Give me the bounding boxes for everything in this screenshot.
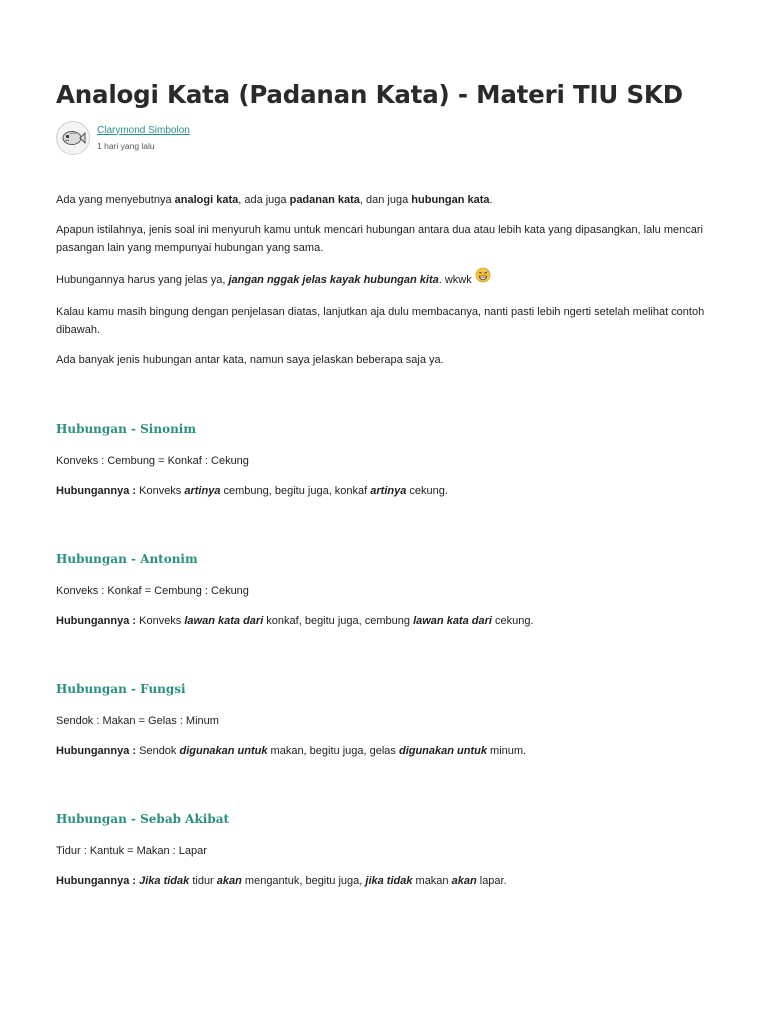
article-body bbox=[56, 191, 706, 890]
bold-term: hubungan kata bbox=[411, 194, 490, 206]
bold-italic-phrase: artinya bbox=[370, 485, 407, 497]
intro-paragraph-4: Kalau kamu masih bingung dengan penjelasan diatas, lanjutkan aja dulu membacanya, nanti pasti lebih ngerti setelah melihat contoh dibawah. bbox=[56, 306, 705, 336]
author-name-link[interactable]: Clarymond Simbolon bbox=[97, 124, 190, 136]
relation-explanation: Hubungannya : Jika tidak tidur akan mengantuk, begitu juga, jika tidak makan akan lapar. bbox=[56, 875, 507, 887]
intro-paragraph-3: Hubungannya harus yang jelas ya, jangan nggak jelas kayak hubungan kita. wkwk bbox=[56, 269, 706, 291]
relation-explanation: Hubungannya : Konveks lawan kata dari konkaf, begitu juga, cembung lawan kata dari cekung. bbox=[56, 615, 534, 627]
relation-explanation: Hubungannya : Sendok digunakan untuk makan, begitu juga, gelas digunakan untuk minum. bbox=[56, 745, 527, 757]
relation-label: Hubungannya : bbox=[56, 485, 137, 497]
post-time: 1 hari yang lalu bbox=[97, 140, 155, 151]
bold-italic-phrase: jika tidak bbox=[365, 875, 413, 887]
section-sebab-akibat bbox=[56, 810, 706, 890]
bold-term: analogi kata bbox=[174, 194, 239, 206]
relation-label: Hubungannya : bbox=[56, 875, 137, 887]
bold-italic-phrase: jangan nggak jelas kayak hubungan kita bbox=[228, 273, 439, 286]
section-sinonim bbox=[56, 420, 706, 500]
grinning-sweat-emoji-icon bbox=[475, 267, 491, 289]
section-heading: Hubungan - Sebab Akibat bbox=[56, 812, 230, 826]
section-antonim bbox=[56, 550, 706, 630]
example-analogy: Konveks : Cembung = Konkaf : Cekung bbox=[56, 455, 249, 467]
bold-term: padanan kata bbox=[289, 194, 360, 206]
relation-label: Hubungannya : bbox=[56, 615, 137, 627]
bold-italic-phrase: lawan kata dari bbox=[184, 615, 264, 627]
bold-italic-phrase: Jika tidak bbox=[139, 875, 190, 887]
article bbox=[56, 78, 706, 902]
section-fungsi bbox=[56, 680, 706, 760]
section-heading: Hubungan - Fungsi bbox=[56, 682, 186, 696]
intro-paragraph-2: Apapun istilahnya, jenis soal ini menyuruh kamu untuk mencari hubungan antara dua atau lebih kata yang dipasangkan, lalu mencari pasangan lain yang mempunyai hubungan yang sama. bbox=[56, 224, 703, 254]
relation-explanation: Hubungannya : Konveks artinya cembung, begitu juga, konkaf artinya cekung. bbox=[56, 485, 448, 497]
page-title: Analogi Kata (Padanan Kata) - Materi TIU SKD bbox=[56, 80, 683, 109]
fish-avatar-icon[interactable] bbox=[56, 121, 90, 155]
bold-italic-phrase: digunakan untuk bbox=[398, 745, 487, 757]
section-heading: Hubungan - Antonim bbox=[56, 552, 198, 566]
section-heading: Hubungan - Sinonim bbox=[56, 422, 197, 436]
author-meta bbox=[97, 124, 190, 153]
intro-paragraph-1: Ada yang menyebutnya analogi kata, ada juga padanan kata, dan juga hubungan kata. bbox=[56, 194, 493, 206]
intro-paragraph-5: Ada banyak jenis hubungan antar kata, namun saya jelaskan beberapa saja ya. bbox=[56, 354, 444, 366]
bold-italic-phrase: akan bbox=[216, 875, 242, 887]
example-analogy: Konveks : Konkaf = Cembung : Cekung bbox=[56, 585, 249, 597]
bold-italic-phrase: artinya bbox=[184, 485, 221, 497]
relation-label: Hubungannya : bbox=[56, 745, 137, 757]
bold-italic-phrase: digunakan untuk bbox=[179, 745, 268, 757]
bold-italic-phrase: akan bbox=[451, 875, 477, 887]
author-block bbox=[56, 120, 706, 156]
bold-italic-phrase: lawan kata dari bbox=[413, 615, 492, 627]
example-analogy: Tidur : Kantuk = Makan : Lapar bbox=[56, 845, 207, 857]
example-analogy: Sendok : Makan = Gelas : Minum bbox=[56, 715, 219, 727]
